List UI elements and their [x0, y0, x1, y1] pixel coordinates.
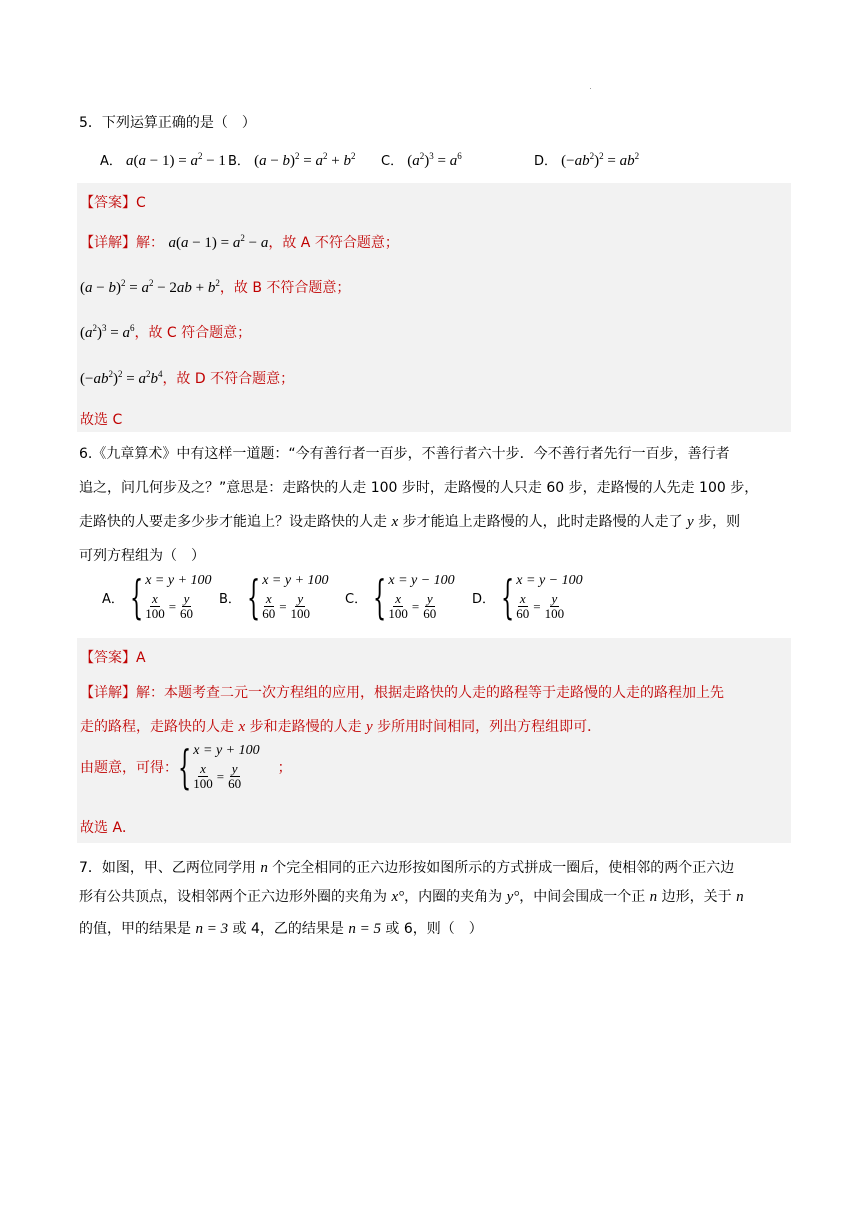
- q5-option-c: C． $(a^2)^3 = a^6$: [381, 151, 462, 169]
- q6-detail-line-2: 走的路程，走路快的人走 x 步和走路慢的人走 y 步所用时间相同，列出方程组即可．: [80, 719, 602, 735]
- q5-option-a: A． $a(a - 1) = a^2 - 1$: [100, 151, 226, 169]
- q5-conclusion: 故选 C: [80, 412, 123, 428]
- q6-line-3: 走路快的人要走多少步才能追上？设走路快的人走 x 步才能追上走路慢的人，此时走路慢的人走了 y 步，则: [79, 514, 741, 530]
- q6-line-1: 6.《九章算术》中有这样一道题：“今有善行者一百步，不善行者六十步．今不善行者先行一百步，善行者: [79, 446, 730, 462]
- q5-stem: 5．下列运算正确的是（ ）: [79, 115, 256, 131]
- q6-conclusion: 故选 A．: [80, 820, 137, 836]
- q5-answer-box: [77, 183, 791, 432]
- q5-detail-line-2: $(a - b)^2 = a^2 - 2ab + b^2$，故 B 不符合题意；: [80, 278, 351, 296]
- q7-line-2: 形有公共顶点，设相邻两个正六边形外圈的夹角为 x°，内圈的夹角为 y°，中间会围成一个正 n 边形，关于 n: [79, 889, 744, 905]
- q7-line-3: 的值，甲的结果是 n = 3 或 4，乙的结果是 n = 5 或 6，则（ ）: [79, 921, 483, 937]
- q5-answer: 【答案】C: [80, 195, 146, 211]
- q6-option-d: D． { x = y − 100 $\frac{x}{60}$ = $\frac{y}{100}$: [472, 570, 583, 624]
- q5-detail-line-3: $(a^2)^3 = a^6$，故 C 符合题意；: [80, 323, 252, 341]
- q6-option-b: B． { x = y + 100 $\frac{x}{60}$ = $\frac{y}{100}$: [219, 570, 329, 624]
- q5-option-d: D． $(-ab^2)^2 = ab^2$: [534, 151, 640, 169]
- q6-line-2: 追之，问几何步及之？”意思是：走路快的人走 100 步时，走路慢的人只走 60 步，走路慢的人先走 100 步，: [79, 480, 759, 496]
- speck: [590, 88, 591, 89]
- q7-line-1: 7．如图，甲、乙两位同学用 n 个完全相同的正六边形按如图所示的方式拼成一圈后，使相邻的两个正六边: [79, 860, 735, 876]
- q6-line-4: 可列方程组为（ ）: [79, 548, 205, 564]
- q6-answer: 【答案】A: [80, 650, 146, 666]
- q6-option-c: C． { x = y − 100 $\frac{x}{100}$ = $\frac{y}{60}$: [345, 570, 455, 624]
- q6-detail-line-1: 【详解】解：本题考查二元一次方程组的应用，根据走路快的人走的路程等于走路慢的人走的路程加上先: [80, 685, 724, 701]
- q5-option-b: B． $(a - b)^2 = a^2 + b^2$: [228, 151, 356, 169]
- q6-system-line: 由题意，可得： { x = y + 100 $\frac{x}{100}$ = $\frac{y}{60}$ ；: [80, 740, 292, 794]
- q5-detail-line-1: 【详解】解： $a(a - 1) = a^2 - a$，故 A 不符合题意；: [80, 233, 399, 251]
- q6-option-a: A． { x = y + 100 $\frac{x}{100}$ = $\frac{y}{60}$: [102, 570, 212, 624]
- q5-detail-line-4: $(-ab^2)^2 = a^2b^4$，故 D 不符合题意；: [80, 369, 295, 387]
